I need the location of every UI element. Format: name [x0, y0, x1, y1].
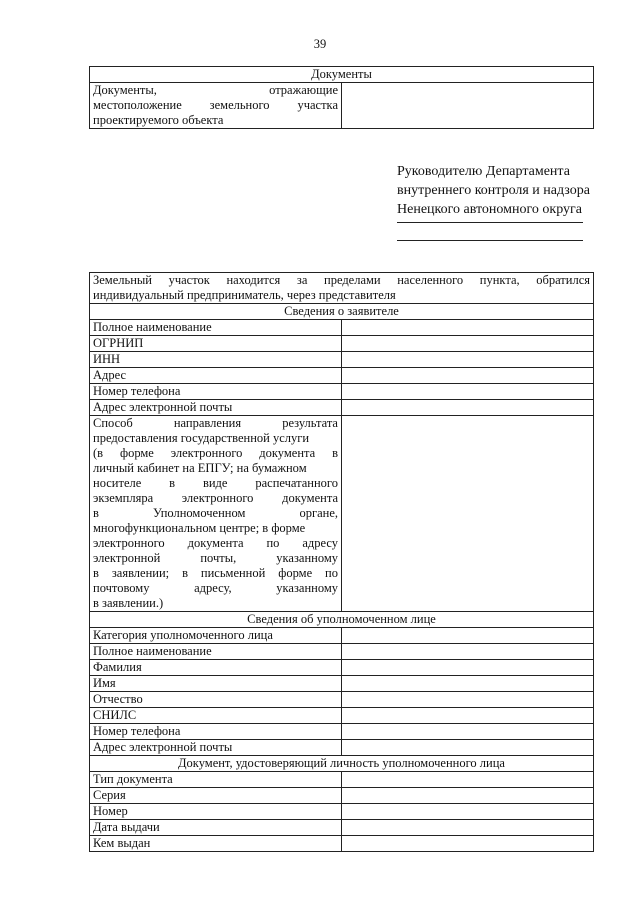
method-line: в заявлении.) — [93, 596, 164, 610]
table-row — [90, 740, 594, 756]
id-document-section-header: Документ, удостоверяющий личность уполномоченного лица — [90, 756, 594, 772]
field-label: Адрес — [90, 368, 342, 384]
application-form-table — [89, 272, 594, 852]
documents-table — [89, 66, 594, 129]
table-row — [90, 320, 594, 336]
table-row — [90, 628, 594, 644]
table-row — [90, 352, 594, 368]
field-label: ИНН — [90, 352, 342, 368]
method-line: многофункциональном центре; в форме — [93, 521, 306, 535]
field-label: Имя — [90, 676, 342, 692]
method-line: Способ направления результата — [93, 416, 338, 430]
table-row — [90, 820, 594, 836]
field-label: Адрес электронной почты — [90, 400, 342, 416]
documents-table-header: Документы — [90, 67, 594, 83]
label-line: местоположение земельного участка — [93, 98, 338, 112]
field-value-cell[interactable] — [342, 660, 594, 676]
table-row — [90, 804, 594, 820]
field-label: Категория уполномоченного лица — [90, 628, 342, 644]
field-value-cell[interactable] — [342, 384, 594, 400]
method-line: почтовому адресу, указанному — [93, 581, 338, 595]
field-label: Номер телефона — [90, 724, 342, 740]
table-row — [90, 724, 594, 740]
field-value-cell[interactable] — [342, 628, 594, 644]
field-value-cell[interactable] — [342, 336, 594, 352]
field-label: Полное наименование — [90, 320, 342, 336]
delivery-method-value-cell[interactable] — [342, 416, 594, 612]
addressee-blank-line[interactable] — [397, 240, 583, 241]
field-value-cell[interactable] — [342, 676, 594, 692]
table-row — [90, 336, 594, 352]
field-value-cell[interactable] — [342, 708, 594, 724]
table-row — [90, 416, 594, 612]
method-line: электронной почты, указанному — [93, 551, 338, 565]
field-label: Отчество — [90, 692, 342, 708]
field-value-cell[interactable] — [342, 352, 594, 368]
table-row — [90, 400, 594, 416]
method-line: носителе в виде распечатанного — [93, 476, 338, 490]
field-value-cell[interactable] — [342, 772, 594, 788]
method-line: электронного документа по адресу — [93, 536, 338, 550]
field-label: Адрес электронной почты — [90, 740, 342, 756]
field-label: ОГРНИП — [90, 336, 342, 352]
documents-location-label — [90, 83, 342, 129]
table-row — [90, 708, 594, 724]
field-value-cell[interactable] — [342, 692, 594, 708]
method-line: в заявлении; в письменной форме по — [93, 566, 338, 580]
addressee-block — [397, 162, 597, 219]
table-row — [90, 368, 594, 384]
documents-location-value[interactable] — [342, 83, 594, 129]
addressee-line: Руководителю Департамента — [397, 164, 570, 179]
table-row — [90, 772, 594, 788]
intro-line: Земельный участок находится за пределами населенного пункта, обратился — [93, 273, 590, 287]
form-intro — [90, 273, 594, 304]
addressee-line: Ненецкого автономного округа — [397, 202, 582, 217]
field-label: Номер телефона — [90, 384, 342, 400]
field-label: СНИЛС — [90, 708, 342, 724]
field-value-cell[interactable] — [342, 804, 594, 820]
field-value-cell[interactable] — [342, 788, 594, 804]
field-value-cell[interactable] — [342, 740, 594, 756]
field-label: Дата выдачи — [90, 820, 342, 836]
method-line: в Уполномоченном органе, — [93, 506, 338, 520]
method-line: предоставления государственной услуги — [93, 431, 310, 445]
method-line: экземпляра электронного документа — [93, 491, 338, 505]
label-line: проектируемого объекта — [93, 113, 224, 127]
field-label: Кем выдан — [90, 836, 342, 852]
field-value-cell[interactable] — [342, 836, 594, 852]
table-row — [90, 660, 594, 676]
method-line: (в форме электронного документа в — [93, 446, 338, 460]
intro-line: индивидуальный предприниматель, через представителя — [93, 288, 396, 302]
label-line: Документы, отражающие — [93, 83, 338, 97]
field-label: Тип документа — [90, 772, 342, 788]
table-row — [90, 836, 594, 852]
field-label: Номер — [90, 804, 342, 820]
page-number: 39 — [313, 37, 327, 51]
table-row — [90, 676, 594, 692]
delivery-method-label — [90, 416, 342, 612]
field-value-cell[interactable] — [342, 368, 594, 384]
addressee-blank-line[interactable] — [397, 222, 583, 223]
field-value-cell[interactable] — [342, 644, 594, 660]
field-value-cell[interactable] — [342, 820, 594, 836]
method-line: личный кабинет на ЕПГУ; на бумажном — [93, 461, 307, 475]
field-label: Полное наименование — [90, 644, 342, 660]
table-row — [90, 384, 594, 400]
representative-section-header: Сведения об уполномоченном лице — [90, 612, 594, 628]
field-value-cell[interactable] — [342, 724, 594, 740]
table-row — [90, 644, 594, 660]
field-label: Серия — [90, 788, 342, 804]
field-value-cell[interactable] — [342, 320, 594, 336]
table-row — [90, 788, 594, 804]
addressee-line: внутреннего контроля и надзора — [397, 183, 590, 198]
field-label: Фамилия — [90, 660, 342, 676]
table-row — [90, 692, 594, 708]
field-value-cell[interactable] — [342, 400, 594, 416]
applicant-section-header: Сведения о заявителе — [90, 304, 594, 320]
